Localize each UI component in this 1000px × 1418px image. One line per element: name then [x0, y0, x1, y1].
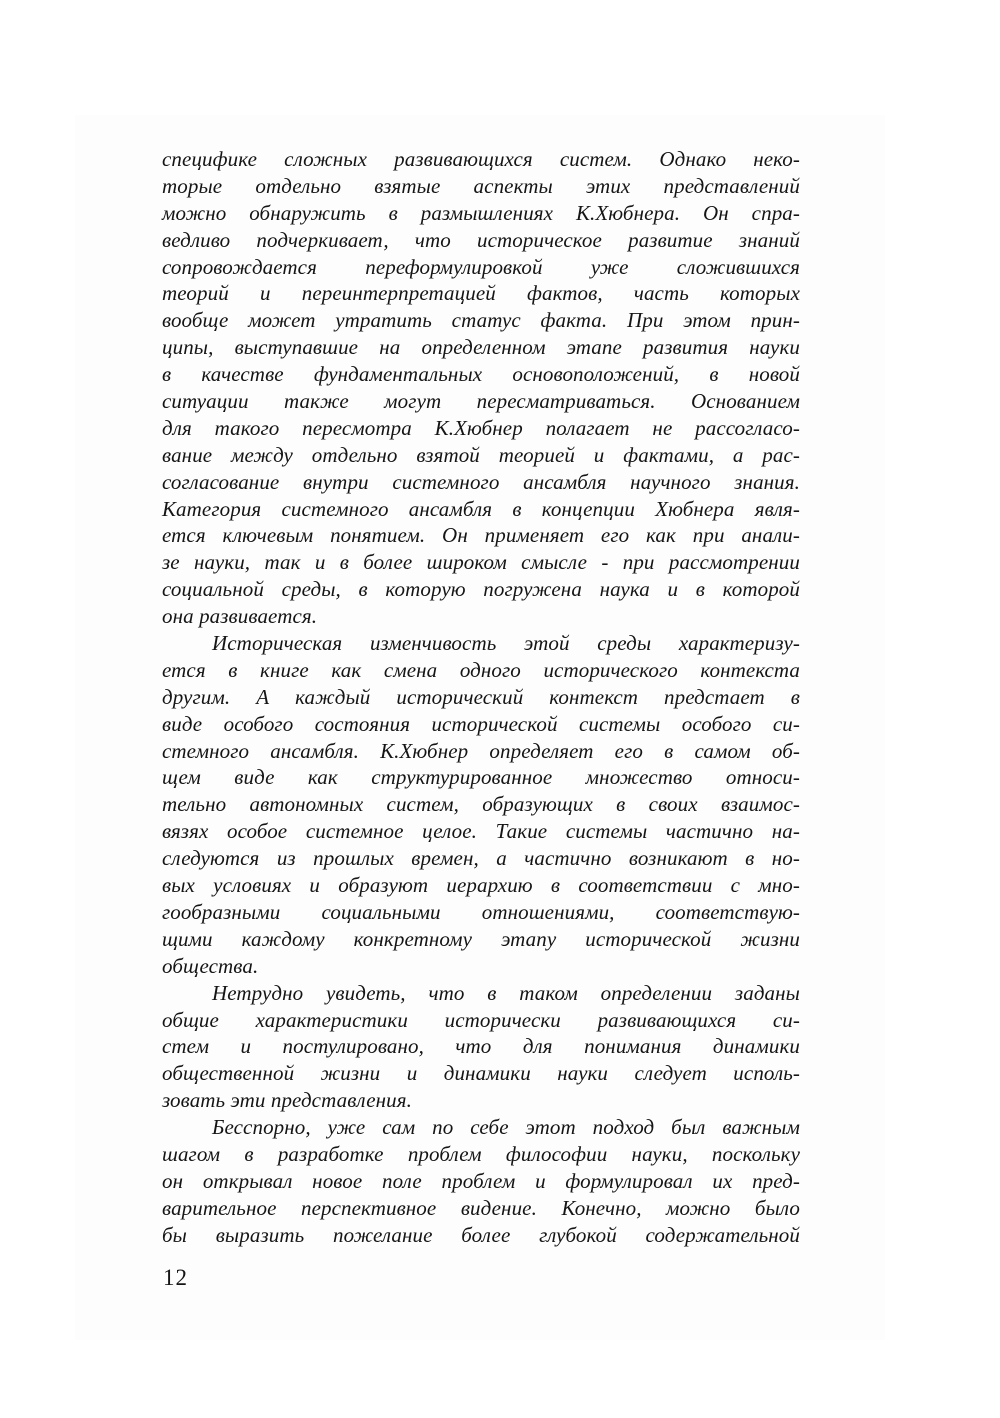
text-line: вообще может утратить статус факта. При этом прин- [162, 308, 800, 333]
text-line: стем и постулировано, что для понимания динамики [162, 1034, 800, 1059]
text-line: она развивается. [162, 604, 318, 629]
text-line: шагом в разработке проблем философии науки, поскольку [162, 1141, 800, 1166]
text-line: Бесспорно, уже сам по себе этот подход был важным [212, 1115, 800, 1140]
text-line: вых условиях и образуют иерархию в соответствии с мно- [162, 873, 800, 898]
text-line: торые отдельно взятые аспекты этих представлений [162, 173, 800, 198]
text-line: ется в книге как смена одного исторического контекста [162, 657, 800, 682]
text-line: ситуации также могут пересматриваться. Основанием [162, 389, 800, 414]
text-line: согласование внутри системного ансамбля научного знания. [162, 469, 800, 494]
text-line: общественной жизни и динамики науки следует исполь- [162, 1061, 800, 1086]
text-line: бы выразить пожелание более глубокой содержательной [162, 1222, 800, 1247]
text-line: сопровождается переформулировкой уже сложившихся [162, 254, 800, 279]
page-number: 12 [163, 1265, 188, 1290]
text-line: ведливо подчеркивает, что историческое развитие знаний [162, 227, 800, 252]
text-line: он открывал новое поле проблем и формулировал их пред- [162, 1168, 800, 1193]
text-line: ется ключевым понятием. Он применяет его как при анали- [162, 523, 800, 548]
text-line: теорий и переинтерпретацией фактов, часть которых [162, 281, 800, 306]
paragraph [162, 630, 800, 980]
text-line: виде особого состояния исторической системы особого си- [162, 711, 800, 736]
text-line: зе науки, так и в более широком смысле - при рассмотрении [162, 550, 800, 575]
text-line: варительное перспективное видение. Конечно, можно было [162, 1195, 800, 1220]
text-line: гообразными социальными отношениями, соответствую- [162, 899, 800, 924]
text-line: тельно автономных систем, образующих в своих взаимос- [162, 792, 800, 817]
text-line: Историческая изменчивость этой среды характеризу- [212, 631, 800, 656]
text-line: вание между отдельно взятой теорией и фактами, а рас- [162, 442, 800, 467]
text-line: щими каждому конкретному этапу исторической жизни [162, 926, 800, 951]
paragraph [162, 980, 800, 1114]
text-line: в качестве фундаментальных основоположений, в новой [162, 362, 800, 387]
paragraph [162, 1114, 800, 1248]
text-line: следуются из прошлых времен, а частично возникают в но- [162, 846, 800, 871]
text-line: ципы, выступавшие на определенном этапе развития науки [162, 335, 800, 360]
text-line: социальной среды, в которую погружена наука и в которой [162, 577, 800, 602]
page-body-text [162, 146, 800, 1249]
text-line: специфике сложных развивающихся систем. Однако неко- [162, 147, 800, 171]
text-line: Нетрудно увидеть, что в таком определении заданы [212, 980, 800, 1005]
text-line: щем виде как структурированное множество относи- [162, 765, 800, 790]
text-line: стемного ансамбля. К.Хюбнер определяет его в самом об- [162, 738, 800, 763]
text-line: Категория системного ансамбля в концепции Хюбнера явля- [162, 496, 800, 521]
text-line: зовать эти представления. [162, 1088, 412, 1113]
paragraph [162, 146, 800, 630]
text-line: можно обнаружить в размышлениях К.Хюбнера. Он спра- [162, 200, 800, 225]
text-line: общества. [162, 953, 259, 978]
text-line: другим. А каждый исторический контекст предстает в [162, 684, 800, 709]
text-line: общие характеристики исторически развивающихся си- [162, 1007, 800, 1032]
text-line: вязях особое системное целое. Такие системы частично на- [162, 819, 800, 844]
text-line: для такого пересмотра К.Хюбнер полагает не рассогласо- [162, 415, 800, 440]
